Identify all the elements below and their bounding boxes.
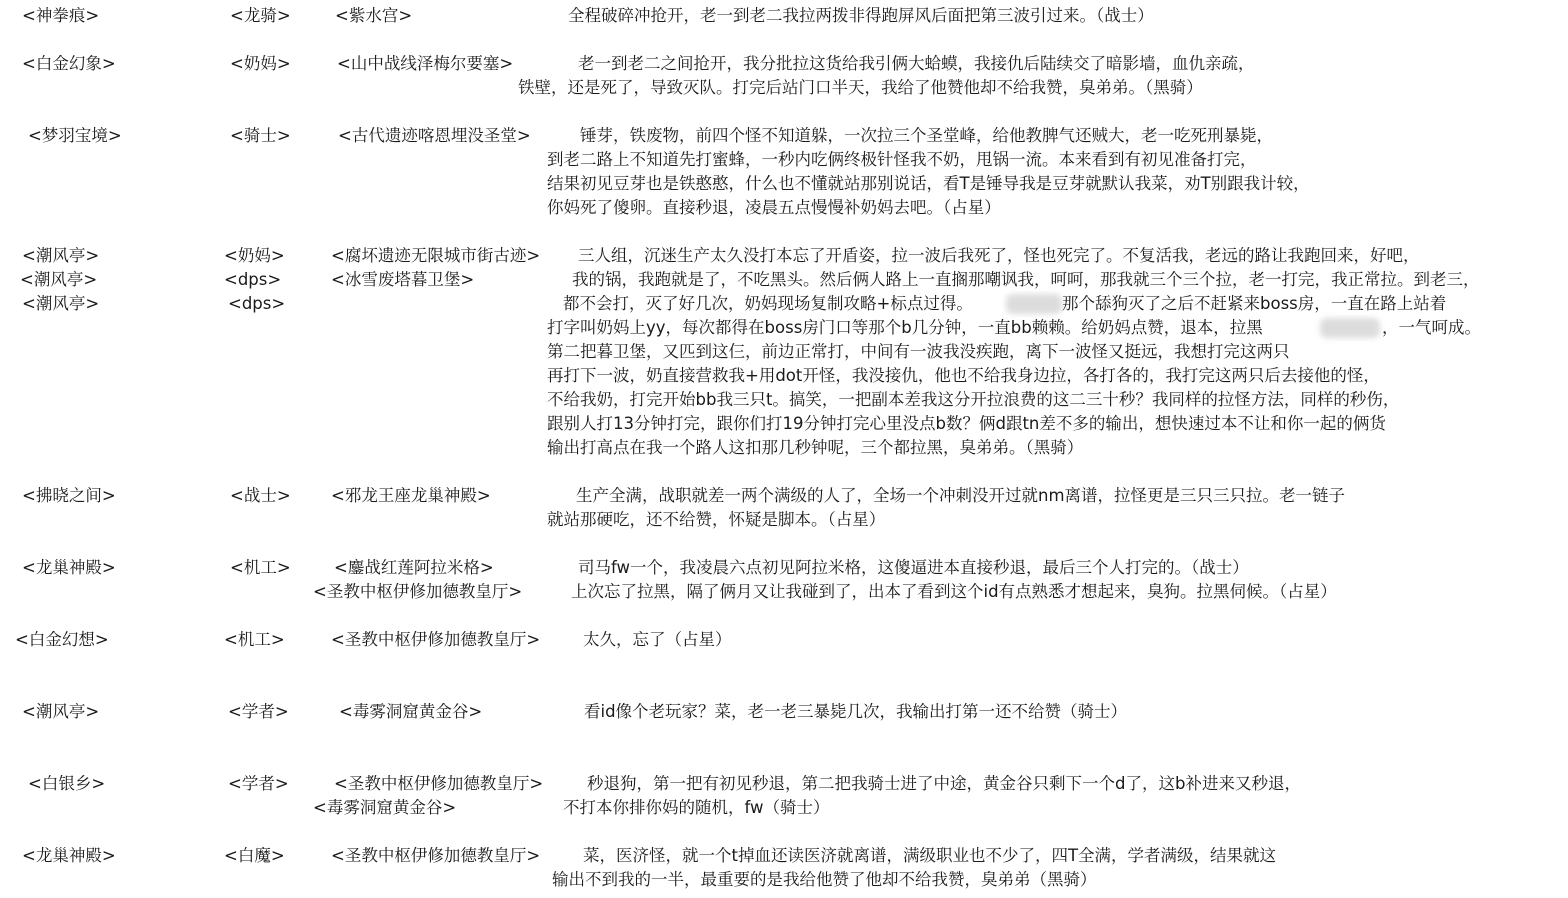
entry-4-server: <潮风亭> [22,246,100,265]
entry-5-comment-line: 生产全满，战职就差一两个满级的人了，全场一个冲刺没开过就nm离谱，拉怪更是三只三只拉。老一链子 [576,486,1346,505]
entry-3-comment-line: 到老二路上不知道先打蜜蜂，一秒内吃俩终极针怪我不奶，甩锅一流。本来看到有初见准备打完， [547,150,1257,169]
entry-4-comment-line: 都不会打，灭了好几次，奶妈现场复制攻略+标点过得。 [563,294,973,313]
entry-3-job: <骑士> [230,126,291,145]
entry-2-comment-line: 老一到老二之间抢开，我分批拉这货给我引俩大蛤蟆，我接仇后陆续交了暗影墙，血仇亲疏， [578,54,1255,73]
entry-5-server: <拂晓之间> [22,486,116,505]
entry-4-job: <dps> [224,270,282,289]
entry-4-dungeon: <腐坏遗迹无限城市街古迹> [331,246,541,265]
entry-4-dungeon: <冰雪废塔暮卫堡> [331,270,475,289]
entry-4-comment-line: 不给我奶，打完开始bb我三只t。搞笑，一把副本差我这分开拉浪费的这二三十秒？我同样的拉怪方法，同样的秒伤， [547,390,1400,409]
entry-9-comment-line: 不打本你排你妈的随机，fw（骑士） [563,798,830,817]
entry-4-comment-line: 第二把暮卫堡，又匹到这仨，前边正常打，中间有一波我没疾跑，离下一波怪又挺远，我想打完这两只 [547,342,1290,361]
entry-4-comment-line: 打字叫奶妈上yy，每次都得在boss房门口等那个b几分钟，一直bb赖赖。给奶妈点赞，退本，拉黑 [547,318,1263,337]
entry-9-dungeon: <圣教中枢伊修加德教皇厅> [334,774,544,793]
entry-2-job: <奶妈> [230,54,291,73]
entry-7-dungeon: <圣教中枢伊修加德教皇厅> [331,630,541,649]
entry-1-job: <龙骑> [230,6,291,25]
entry-4-job: <奶妈> [224,246,285,265]
redacted-blur [1320,318,1380,338]
entry-8-server: <潮风亭> [22,702,100,721]
entry-10-server: <龙巢神殿> [22,846,116,865]
entry-4-comment-line: 我的锅，我跑就是了，不吃黑头。然后俩人路上一直搁那嘲讽我，呵呵，那我就三个三个拉，老一打完，我正常拉。到老三， [572,270,1480,289]
entry-10-comment-line: 输出不到我的一半，最重要的是我给他赞了他却不给我赞，臭弟弟（黑骑） [552,870,1097,889]
entry-8-comment-line: 看id像个老玩家？菜，老一老三暴毙几次，我输出打第一还不给赞（骑士） [584,702,1128,721]
entry-6-dungeon: <圣教中枢伊修加德教皇厅> [313,582,523,601]
entry-10-comment-line: 菜，医济怪，就一个t掉血还读医济就离谱，满级职业也不少了，四T全满，学者满级，结果就这 [583,846,1277,865]
entry-1-comment-line: 全程破碎冲抢开，老一到老二我拉两拨非得跑屏风后面把第三波引过来。（战士） [568,6,1154,25]
entry-3-server: <梦羽宝境> [28,126,122,145]
entry-10-dungeon: <圣教中枢伊修加德教皇厅> [331,846,541,865]
entry-9-comment-line: 秒退狗，第一把有初见秒退，第二把我骑士进了中途，黄金谷只剩下一个d了，这b补进来又秒退， [587,774,1301,793]
entry-3-comment-line: 结果初见豆芽也是铁憨憨，什么也不懂就站那别说话，看T是锤导我是豆芽就默认我菜，劝T别跟我计较， [547,174,1310,193]
entry-1-dungeon: <紫水宫> [335,6,413,25]
entry-3-dungeon: <古代遗迹喀恩埋没圣堂> [338,126,531,145]
entry-7-server: <白金幻想> [15,630,109,649]
entry-5-comment-line: 就站那硬吃，还不给赞，怀疑是脚本。（占星） [547,510,886,529]
entry-4-job: <dps> [228,294,286,313]
entry-8-job: <学者> [228,702,289,721]
entry-3-comment-line: 你妈死了傻卵。直接秒退，凌晨五点慢慢补奶妈去吧。（占星） [547,198,1001,217]
entry-1-server: <神拳痕> [22,6,100,25]
entry-9-dungeon: <毒雾洞窟黄金谷> [313,798,457,817]
entry-2-comment-line: 铁壁，还是死了，导致灭队。打完后站门口半天，我给了他赞他却不给我赞，臭弟弟。（黑骑） [518,78,1203,97]
entry-4-comment-line: 那个舔狗灭了之后不赶紧来boss房，一直在路上站着 [1062,294,1447,313]
entry-4-server: <潮风亭> [22,294,100,313]
entry-6-comment-line: 司马fw一个，我凌晨六点初见阿拉米格，这傻逼进本直接秒退，最后三个人打完的。（战士） [578,558,1249,577]
entry-10-job: <白魔> [224,846,285,865]
entry-3-comment-line: 锤芽，铁废物，前四个怪不知道躲，一次拉三个圣堂峰，给他教脾气还贼大，老一吃死刑暴毙， [580,126,1273,145]
entry-2-server: <白金幻象> [22,54,116,73]
entry-7-comment-line: 太久，忘了（占星） [583,630,732,649]
entry-9-job: <学者> [228,774,289,793]
entry-2-dungeon: <山中战线泽梅尔要塞> [337,54,514,73]
entry-5-job: <战士> [230,486,291,505]
entry-4-comment-line: 跟别人打13分钟打完，跟你们打19分钟打完心里没点b数？俩d跟tn差不多的输出，想快速过本不让和你一起的俩货 [547,414,1386,433]
entry-9-server: <白银乡> [28,774,106,793]
redacted-blur [1006,294,1062,314]
entry-6-comment-line: 上次忘了拉黑，隔了俩月又让我碰到了，出本了看到这个id有点熟悉才想起来，臭狗。拉黑伺候。（占星） [571,582,1337,601]
entry-6-server: <龙巢神殿> [22,558,116,577]
entry-4-comment-line: ，一气呵成。 [1382,318,1481,337]
entry-4-server: <潮风亭> [20,270,98,289]
entry-7-job: <机工> [224,630,285,649]
entry-4-comment-line: 三人组，沉迷生产太久没打本忘了开盾姿，拉一波后我死了，怪也死完了。不复活我，老远的路让我跑回来，好吧， [578,246,1420,265]
entry-6-dungeon: <鏖战红莲阿拉米格> [334,558,494,577]
entry-6-job: <机工> [230,558,291,577]
entry-8-dungeon: <毒雾洞窟黄金谷> [339,702,483,721]
entry-5-dungeon: <邪龙王座龙巢神殿> [331,486,491,505]
entry-4-comment-line: 再打下一波，奶直接营救我+用dot开怪，我没接仇，他也不给我身边拉，各打各的，我打完这两只后去接他的怪， [547,366,1380,385]
entry-4-comment-line: 输出打高点在我一个路人这扣那几秒钟呢，三个都拉黑，臭弟弟。（黑骑） [547,438,1084,457]
